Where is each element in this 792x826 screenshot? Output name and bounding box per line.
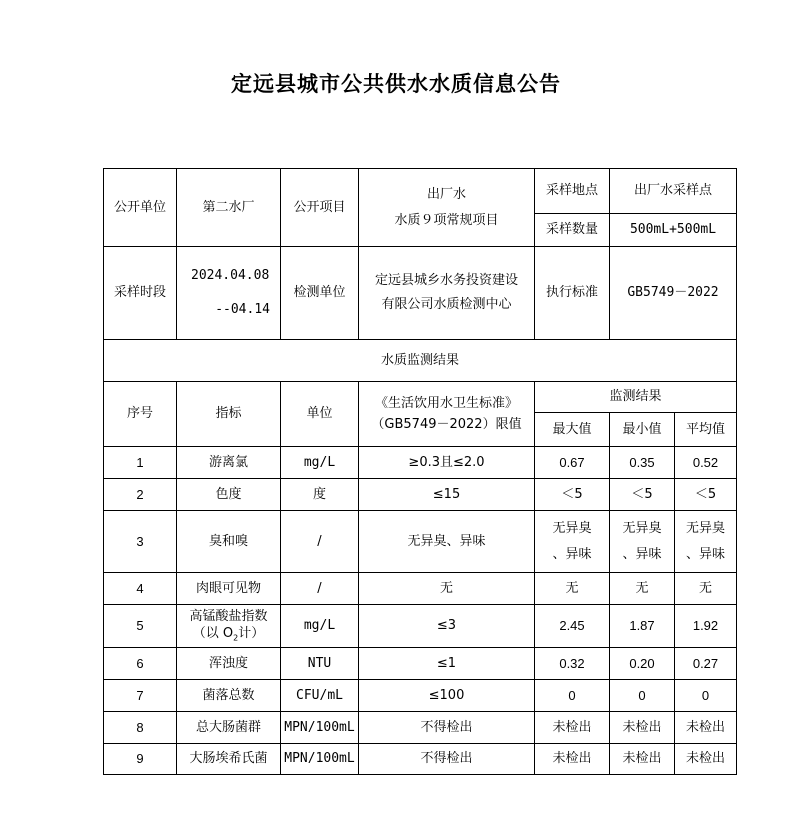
row-seq: 5: [104, 605, 177, 648]
testing-unit-line2: 有限公司水质检测中心: [381, 297, 512, 312]
row-seq: 7: [104, 680, 177, 712]
row-limit: 无: [359, 573, 535, 605]
col-monitor-header: 监测结果: [535, 382, 737, 413]
row-max: ＜5: [535, 479, 610, 511]
table-row: [104, 511, 737, 573]
row-avg: 0.52: [675, 447, 737, 479]
row-seq: 4: [104, 573, 177, 605]
results-section-title: 水质监测结果: [104, 340, 737, 382]
row-indicator: 浑浊度: [177, 648, 281, 680]
col-min-header: 最小值: [610, 413, 675, 447]
table-row: [104, 573, 737, 605]
row-min: 未检出: [610, 712, 675, 744]
row-min: 未检出: [610, 744, 675, 775]
page-title: 定远县城市公共供水水质信息公告: [231, 72, 561, 96]
testing-unit-value: [359, 247, 535, 340]
row-min-line2: 、异味: [622, 546, 662, 562]
disclosure-item-label: 公开项目: [281, 169, 359, 247]
table-row: [104, 479, 737, 511]
row-min: 无: [610, 573, 675, 605]
row-unit: NTU: [281, 648, 359, 680]
col-unit-header: 单位: [281, 382, 359, 447]
row-unit: CFU/mL: [281, 680, 359, 712]
table-row: [104, 648, 737, 680]
row-seq: 2: [104, 479, 177, 511]
row-limit: ≤15: [359, 479, 535, 511]
row-max: 2.45: [535, 605, 610, 648]
row-unit: /: [281, 573, 359, 605]
row-min: ＜5: [610, 479, 675, 511]
row-indicator: 菌落总数: [177, 680, 281, 712]
table-row: [104, 447, 737, 479]
row-avg: 未检出: [675, 744, 737, 775]
disclosure-item-line1: 出厂水: [426, 186, 466, 202]
row-limit: ≤3: [359, 605, 535, 648]
table-row: [104, 744, 737, 775]
row-avg-line2: 、异味: [686, 546, 726, 562]
row-avg: [675, 511, 737, 573]
row-indicator: 大肠埃希氏菌: [177, 744, 281, 775]
row-limit: ≤100: [359, 680, 535, 712]
row-indicator: 色度: [177, 479, 281, 511]
row-unit: mg/L: [281, 605, 359, 648]
row-min-line1: 无异臭: [622, 520, 662, 536]
row-avg: 0.27: [675, 648, 737, 680]
row-max-line2: 、异味: [552, 546, 592, 562]
sampling-time-label: 采样时段: [104, 247, 177, 340]
row-limit: 不得检出: [359, 744, 535, 775]
row-unit: MPN/100mL: [281, 744, 359, 775]
table-row: [104, 605, 737, 648]
standard-label: 执行标准: [535, 247, 610, 340]
row-max: 未检出: [535, 712, 610, 744]
sampling-quantity-value: 500mL+500mL: [610, 214, 737, 247]
row-max-line1: 无异臭: [552, 520, 592, 536]
row-max: 未检出: [535, 744, 610, 775]
row-seq: 9: [104, 744, 177, 775]
row-indicator: 臭和嗅: [177, 511, 281, 573]
row-unit: mg/L: [281, 447, 359, 479]
row-seq: 6: [104, 648, 177, 680]
disclosure-unit-label: 公开单位: [104, 169, 177, 247]
table-row: [104, 712, 737, 744]
row-indicator-line2-a: （以 O: [192, 626, 234, 642]
col-limit-line2: （GB5749－2022）限值: [371, 416, 522, 432]
disclosure-item-value: [359, 169, 535, 247]
sampling-time-value: [177, 247, 281, 340]
sampling-location-label: 采样地点: [535, 169, 610, 214]
col-max-header: 最大值: [535, 413, 610, 447]
row-max: 0.32: [535, 648, 610, 680]
row-unit: /: [281, 511, 359, 573]
row-seq: 3: [104, 511, 177, 573]
row-seq: 8: [104, 712, 177, 744]
row-limit: ≥0.3且≤2.0: [359, 447, 535, 479]
row-max: 0: [535, 680, 610, 712]
testing-unit-label: 检测单位: [281, 247, 359, 340]
row-avg: 1.92: [675, 605, 737, 648]
row-limit: 无异臭、异味: [359, 511, 535, 573]
row-indicator: 总大肠菌群: [177, 712, 281, 744]
row-avg-line1: 无异臭: [686, 520, 726, 536]
disclosure-unit-value: 第二水厂: [177, 169, 281, 247]
row-min: [610, 511, 675, 573]
row-indicator-line1: 高锰酸盐指数: [189, 608, 268, 624]
sampling-time-end: --04.14: [215, 302, 270, 317]
water-quality-table: [103, 168, 737, 775]
row-avg: ＜5: [675, 479, 737, 511]
standard-value: GB5749－2022: [610, 247, 737, 340]
disclosure-item-line2: 水质９项常规项目: [394, 212, 499, 228]
row-max: 无: [535, 573, 610, 605]
row-limit: 不得检出: [359, 712, 535, 744]
col-seq-header: 序号: [104, 382, 177, 447]
row-min: 0: [610, 680, 675, 712]
row-max: [535, 511, 610, 573]
col-limit-line1: 《生活饮用水卫生标准》: [374, 395, 518, 411]
row-limit: ≤1: [359, 648, 535, 680]
row-avg: 0: [675, 680, 737, 712]
row-indicator-subscript: 2: [233, 633, 239, 643]
row-min: 0.35: [610, 447, 675, 479]
sampling-time-start: 2024.04.08: [191, 268, 270, 284]
row-min: 0.20: [610, 648, 675, 680]
row-max: 0.67: [535, 447, 610, 479]
row-indicator-line2-b: 计）: [238, 626, 265, 642]
col-limit-header: [359, 382, 535, 447]
row-indicator: 肉眼可见物: [177, 573, 281, 605]
sampling-quantity-label: 采样数量: [535, 214, 610, 247]
row-avg: 未检出: [675, 712, 737, 744]
row-unit: 度: [281, 479, 359, 511]
testing-unit-line1: 定远县城乡水务投资建设: [374, 273, 518, 289]
row-seq: 1: [104, 447, 177, 479]
row-unit: MPN/100mL: [281, 712, 359, 744]
table-row: [104, 680, 737, 712]
sampling-location-value: 出厂水采样点: [610, 169, 737, 214]
row-avg: 无: [675, 573, 737, 605]
row-indicator: [177, 605, 281, 648]
row-indicator: 游离氯: [177, 447, 281, 479]
col-avg-header: 平均值: [675, 413, 737, 447]
row-indicator-line2: [179, 625, 278, 644]
row-min: 1.87: [610, 605, 675, 648]
col-indicator-header: 指标: [177, 382, 281, 447]
